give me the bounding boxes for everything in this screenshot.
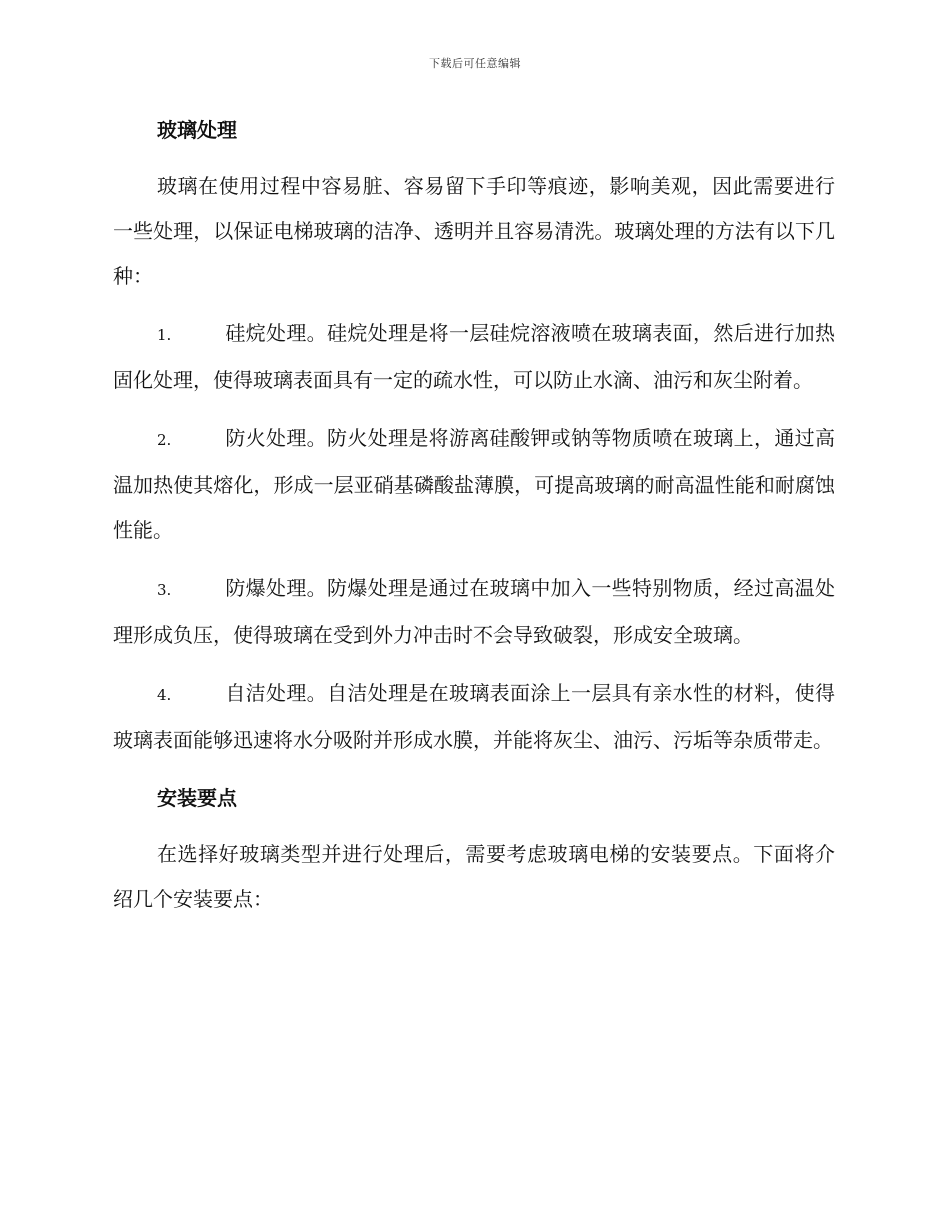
list-item-text: 自洁处理。自洁处理是在玻璃表面涂上一层具有亲水性的材料，使得玻璃表面能够迅速将水分吸附并形成水膜，并能将灰尘、油污、污垢等杂质带走。 bbox=[113, 681, 835, 752]
section-intro-installation: 在选择好玻璃类型并进行处理后，需要考虑玻璃电梯的安装要点。下面将介绍几个安装要点： bbox=[113, 842, 835, 911]
list-item bbox=[113, 416, 835, 553]
section-heading-glass-treatment: 玻璃处理 bbox=[157, 118, 237, 142]
list-item-text: 防爆处理。防爆处理是通过在玻璃中加入一些特别物质，经过高温处理形成负压，使得玻璃在受到外力冲击时不会导致破裂，形成安全玻璃。 bbox=[113, 576, 835, 647]
document-body bbox=[113, 108, 835, 934]
list-item-text: 防火处理。防火处理是将游离硅酸钾或钠等物质喷在玻璃上，通过高温加热使其熔化，形成一层亚硝基磷酸盐薄膜，可提高玻璃的耐高温性能和耐腐蚀性能。 bbox=[113, 426, 835, 542]
section-heading-installation: 安装要点 bbox=[157, 786, 237, 810]
list-item-number: 4. bbox=[157, 686, 172, 704]
list-item-number: 2. bbox=[157, 431, 172, 449]
list-item-text: 硅烷处理。硅烷处理是将一层硅烷溶液喷在玻璃表面，然后进行加热固化处理，使得玻璃表面具有一定的疏水性，可以防止水滴、油污和灰尘附着。 bbox=[113, 321, 835, 392]
list-item-number: 1. bbox=[157, 326, 172, 344]
list-item bbox=[113, 311, 835, 403]
section-intro-glass-treatment: 玻璃在使用过程中容易脏、容易留下手印等痕迹，影响美观，因此需要进行一些处理，以保证电梯玻璃的洁净、透明并且容易清洗。玻璃处理的方法有以下几种： bbox=[113, 174, 835, 288]
list-item-number: 3. bbox=[157, 581, 172, 599]
list-item bbox=[113, 671, 835, 763]
page-header: 下载后可任意编辑 bbox=[429, 57, 521, 70]
list-item bbox=[113, 566, 835, 658]
